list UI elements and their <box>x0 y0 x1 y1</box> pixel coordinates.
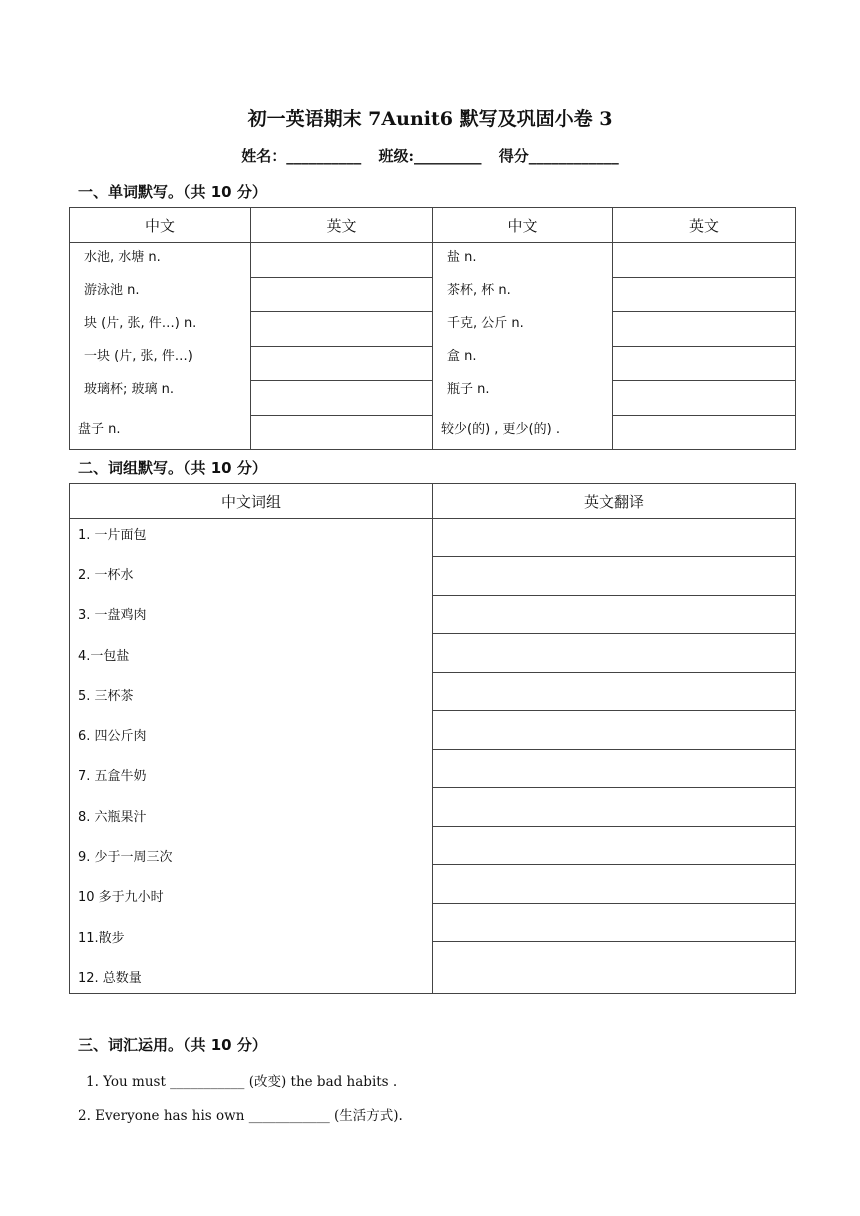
list-item: 11.散步 <box>78 931 125 946</box>
answer-cell[interactable] <box>251 312 433 347</box>
answer-cell[interactable] <box>433 865 796 903</box>
list-item: 水池, 水塘 n. <box>84 250 161 265</box>
header-cn-2: 中文 <box>433 208 613 243</box>
answer-cell[interactable] <box>251 243 433 278</box>
answer-cell[interactable] <box>251 277 433 312</box>
word-list-right <box>433 243 613 450</box>
list-item: 游泳池 n. <box>84 283 140 298</box>
student-info <box>0 145 860 166</box>
list-item: 12. 总数量 <box>78 971 142 986</box>
header-phrase-en: 英文翻译 <box>433 484 796 519</box>
list-item: 4.一包盐 <box>78 649 130 664</box>
answer-cell[interactable] <box>613 312 796 347</box>
answer-cell[interactable] <box>251 346 433 381</box>
answer-cell[interactable] <box>433 826 796 864</box>
answer-cell[interactable] <box>433 788 796 826</box>
answer-cell[interactable] <box>433 634 796 672</box>
section-3-heading: 三、词汇运用。（共 10 分） <box>78 1036 267 1054</box>
list-item: 茶杯, 杯 n. <box>447 283 511 298</box>
section-1-heading: 一、单词默写。（共 10 分） <box>78 183 267 201</box>
answer-cell[interactable] <box>433 557 796 595</box>
header-en-2: 英文 <box>613 208 796 243</box>
list-item: 盐 n. <box>447 250 477 265</box>
answer-cell[interactable] <box>433 903 796 941</box>
header-en-1: 英文 <box>251 208 433 243</box>
answer-cell[interactable] <box>251 381 433 416</box>
answer-cell[interactable] <box>433 672 796 710</box>
answer-cell[interactable] <box>251 415 433 450</box>
list-item: 瓶子 n. <box>447 382 490 397</box>
list-item: 较少(的) , 更少(的) . <box>441 422 560 437</box>
list-item: 10 多于九小时 <box>78 890 164 905</box>
answer-cell[interactable] <box>433 711 796 749</box>
phrase-table <box>69 483 796 994</box>
answer-cell[interactable] <box>433 519 796 557</box>
answer-cell[interactable] <box>613 381 796 416</box>
list-item: 盒 n. <box>447 349 477 364</box>
question-1: 1. You must ___________ (改变) the bad habits . <box>86 1074 398 1090</box>
list-item: 2. 一杯水 <box>78 568 134 583</box>
header-cn-1: 中文 <box>70 208 251 243</box>
list-item: 一块 (片, 张, 件…) <box>84 349 193 364</box>
list-item: 块 (片, 张, 件…) n. <box>84 316 197 331</box>
answer-cell[interactable] <box>433 749 796 787</box>
answer-cell[interactable] <box>613 243 796 278</box>
list-item: 1. 一片面包 <box>78 528 147 543</box>
header-phrase-cn: 中文词组 <box>70 484 433 519</box>
class-field[interactable]: 班级:_________ <box>378 147 482 165</box>
word-list-left <box>70 243 251 450</box>
list-item: 6. 四公斤肉 <box>78 729 147 744</box>
list-item: 8. 六瓶果汁 <box>78 810 147 825</box>
answer-cell[interactable] <box>433 595 796 633</box>
list-item: 7. 五盒牛奶 <box>78 769 147 784</box>
list-item: 3. 一盘鸡肉 <box>78 608 147 623</box>
section-2-heading: 二、词组默写。（共 10 分） <box>78 459 267 477</box>
answer-cell[interactable] <box>613 415 796 450</box>
question-2: 2. Everyone has his own ____________ (生活方式). <box>78 1108 403 1124</box>
answer-cell[interactable] <box>613 346 796 381</box>
list-item: 玻璃杯; 玻璃 n. <box>84 382 175 397</box>
list-item: 9. 少于一周三次 <box>78 850 173 865</box>
name-field[interactable]: 姓名：__________ <box>241 147 362 165</box>
phrase-list <box>70 519 433 994</box>
list-item: 千克, 公斤 n. <box>447 316 524 331</box>
page-title: 初一英语期末 7Aunit6 默写及巩固小卷 3 <box>247 108 613 130</box>
list-item: 5. 三杯茶 <box>78 689 134 704</box>
score-field[interactable]: 得分____________ <box>498 147 619 165</box>
list-item: 盘子 n. <box>78 422 121 437</box>
answer-cell[interactable] <box>613 277 796 312</box>
word-table <box>69 207 796 450</box>
answer-cell[interactable] <box>433 942 796 994</box>
